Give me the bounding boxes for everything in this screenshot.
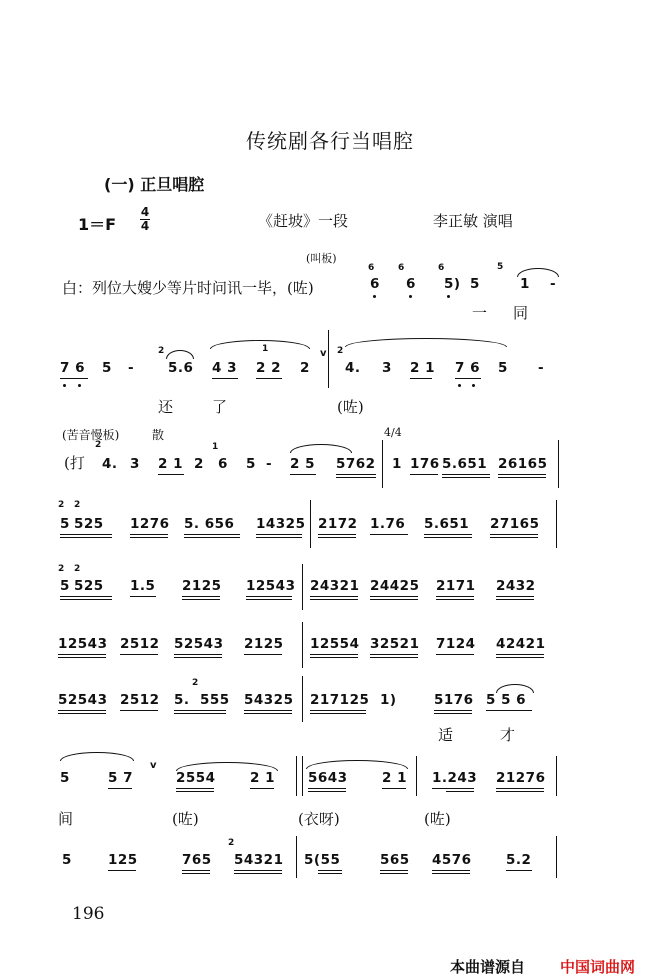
- lyric: 同: [513, 304, 529, 322]
- breath-mark: v: [320, 348, 328, 359]
- note: 7124: [436, 636, 476, 652]
- note: 5: [60, 516, 70, 532]
- lyric: 适: [438, 726, 454, 744]
- note: 555: [200, 692, 230, 708]
- note: 1.5: [130, 578, 156, 594]
- note: -: [266, 456, 273, 472]
- note: 2512: [120, 636, 160, 652]
- note: 1.76: [370, 516, 406, 532]
- note: 2125: [182, 578, 222, 594]
- note: 2: [58, 500, 65, 510]
- breath-mark: v: [150, 760, 158, 771]
- performance-note: (苦音慢板): [62, 428, 120, 442]
- note: 27165: [490, 516, 540, 532]
- spoken-intro: 白：列位大嫂少等片时问讯一毕，(咗): [62, 279, 314, 297]
- note: 26165: [498, 456, 548, 472]
- note: 6: [218, 456, 228, 472]
- note: 2: [192, 678, 199, 688]
- note: 5: [60, 770, 70, 786]
- note: -: [550, 276, 557, 292]
- key-signature: 1＝F: [78, 215, 117, 234]
- note: 1: [392, 456, 402, 472]
- lyric: 间: [58, 810, 74, 828]
- note: 52543: [58, 692, 108, 708]
- performance-note: (叫板): [306, 252, 337, 265]
- note: 54321: [234, 852, 284, 868]
- note: 4 3: [212, 360, 237, 376]
- note: 5: [246, 456, 256, 472]
- performance-note: 散: [152, 428, 165, 442]
- note: 1: [520, 276, 530, 292]
- note: 125: [108, 852, 138, 868]
- lyric: 才: [500, 726, 516, 744]
- note: -: [128, 360, 135, 376]
- note: 2: [74, 500, 81, 510]
- note: 2432: [496, 578, 536, 594]
- note: 32521: [370, 636, 420, 652]
- note: 54325: [244, 692, 294, 708]
- singer-credit: 李正敏 演唱: [433, 212, 513, 230]
- performance-note: 4/4: [384, 426, 402, 439]
- note: 6: [406, 276, 416, 292]
- lyric: (咗): [337, 398, 364, 416]
- watermark-source: 本曲谱源自: [450, 958, 526, 976]
- lyric: 还: [158, 398, 174, 416]
- lyric: 了: [212, 398, 228, 416]
- note: 5643: [308, 770, 348, 786]
- note: 5: [60, 578, 70, 594]
- time-signature-bottom: 4: [140, 219, 150, 233]
- note: 3: [382, 360, 392, 376]
- note: 2125: [244, 636, 284, 652]
- note: 2 1: [250, 770, 275, 786]
- note: 5 5 6: [486, 692, 527, 708]
- note: 4576: [432, 852, 472, 868]
- note: 42421: [496, 636, 546, 652]
- lyric: (咗): [424, 810, 451, 828]
- note: 7 6: [60, 360, 85, 376]
- time-signature-top: 4: [140, 205, 150, 219]
- note: 525: [74, 516, 104, 532]
- page-title: 传统剧各行当唱腔: [246, 129, 414, 153]
- work-title: 《赶坡》一段: [258, 212, 349, 230]
- note: 5.651: [424, 516, 470, 532]
- section-heading: (一) 正旦唱腔: [104, 175, 205, 194]
- note: 2554: [176, 770, 216, 786]
- note: 765: [182, 852, 212, 868]
- note: 2: [337, 346, 344, 356]
- note: 5: [102, 360, 112, 376]
- note: 5762: [336, 456, 376, 472]
- note: -: [538, 360, 545, 376]
- note: 6: [370, 276, 380, 292]
- time-signature: [140, 206, 150, 233]
- note: 2171: [436, 578, 476, 594]
- note: 5 7: [108, 770, 133, 786]
- note: 2 1: [410, 360, 435, 376]
- note: 24425: [370, 578, 420, 594]
- note: 5: [62, 852, 72, 868]
- note: 4.: [345, 360, 361, 376]
- note: 5.651: [442, 456, 488, 472]
- note: 565: [380, 852, 410, 868]
- note: 12543: [58, 636, 108, 652]
- lyric: (咗): [172, 810, 199, 828]
- note: 1): [380, 692, 397, 708]
- note: 217125: [310, 692, 370, 708]
- note: 5.: [174, 692, 190, 708]
- note: 4.: [102, 456, 118, 472]
- note: 2 5: [290, 456, 315, 472]
- note: 1276: [130, 516, 170, 532]
- note: 2512: [120, 692, 160, 708]
- note: 5: [498, 360, 508, 376]
- note: 5(55: [304, 852, 341, 868]
- note: 5: [470, 276, 480, 292]
- lyric: 一: [472, 304, 488, 322]
- watermark-site: 中国词曲网: [560, 958, 636, 976]
- page-number: 196: [72, 904, 105, 924]
- note: 14325: [256, 516, 306, 532]
- note: 2: [158, 346, 165, 356]
- note: 2 1: [382, 770, 407, 786]
- note: 1.243: [432, 770, 478, 786]
- note: 1: [212, 442, 219, 452]
- note: 2: [58, 564, 65, 574]
- lyric: (衣呀): [298, 810, 340, 828]
- note: 1: [262, 344, 269, 354]
- note: 5.6: [168, 360, 194, 376]
- note: 7 6: [455, 360, 480, 376]
- note: 21276: [496, 770, 546, 786]
- note: (打: [64, 454, 85, 472]
- note: 2: [74, 564, 81, 574]
- note: 3: [130, 456, 140, 472]
- note: 176: [410, 456, 440, 472]
- note: 24321: [310, 578, 360, 594]
- note: 2 1: [158, 456, 183, 472]
- note: 2: [228, 838, 235, 848]
- note: 2 2: [256, 360, 281, 376]
- note: 5176: [434, 692, 474, 708]
- note: 52543: [174, 636, 224, 652]
- note: 5.2: [506, 852, 532, 868]
- note: 2: [300, 360, 310, 376]
- note: 525: [74, 578, 104, 594]
- note: 12543: [246, 578, 296, 594]
- note: 2: [95, 440, 102, 450]
- note: 5. 656: [184, 516, 235, 532]
- note: 12554: [310, 636, 360, 652]
- note: 2172: [318, 516, 358, 532]
- note: 2: [194, 456, 204, 472]
- note: 5): [444, 276, 461, 292]
